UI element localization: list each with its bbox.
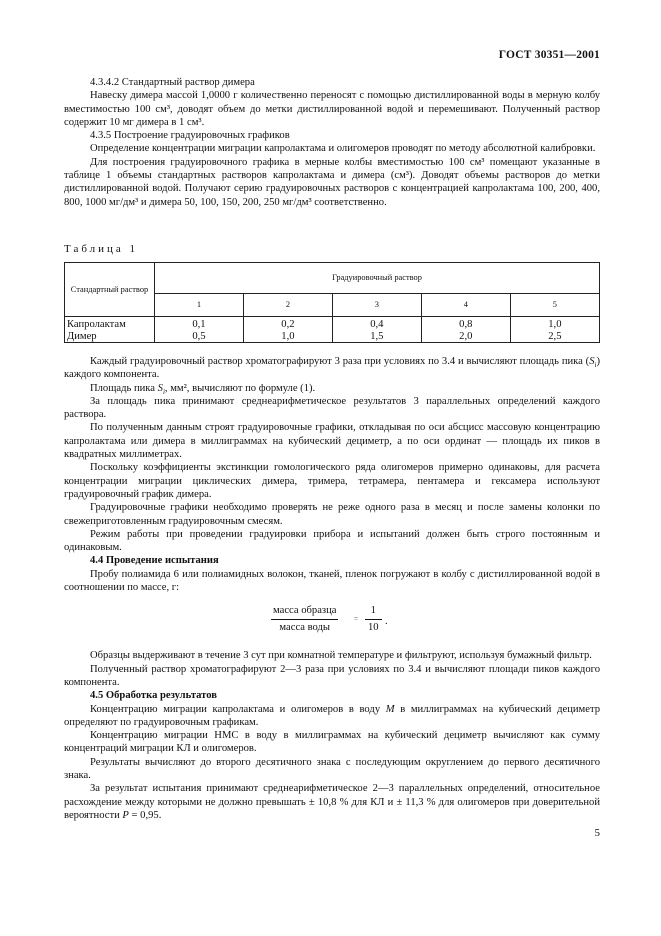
section-4-5-paragraph-1 <box>64 703 600 730</box>
text-span: За результат испытания принимают среднеарифметическое 2—3 параллельных определений, относительное расхождение между которыми не должно превышать ± 10,8 % для КЛ и ± 11,3 % для олигомеров при доверительной вероятности <box>64 783 600 821</box>
section-4-3-5-paragraph-2: Для построения градуировочного графика в мерные колбы вместимостью 100 см³ помещают указанные в таблице 1 объемы стандартных растворов капролактама и димера (см³). Доводят объемы растворов до метки дистиллированной водой. Получают серию градуировочных растворов с концентрацией капролактама 100, 200, 400, 800, 1000 мг/дм³ и димера 50, 100, 150, 200, 250 мг/дм³ соответственно. <box>64 156 600 208</box>
symbol-sub-i: i <box>594 361 597 370</box>
table-column-header: 1 <box>155 294 244 317</box>
formula-period: . <box>385 616 388 628</box>
ratio-formula <box>64 594 600 649</box>
table-column-header: 4 <box>421 294 510 317</box>
section-4-5-paragraph-3: Результаты вычисляют до второго десятичного знака с последующим округлением до первого десятичного знака. <box>64 756 600 782</box>
table-row-label: Димер <box>67 330 97 342</box>
formula-equals: = <box>354 615 358 624</box>
symbol-p: P <box>122 809 129 821</box>
section-4-4-title: 4.4 Проведение испытания <box>90 555 219 567</box>
section-4-3-5-paragraph-1: Определение концентрации миграции капролактама и олигомеров проводят по методу абсолютной калибровки. <box>90 143 596 155</box>
symbol-m: M <box>385 703 395 715</box>
table-data-row <box>65 317 600 343</box>
main-text-block <box>64 355 600 822</box>
section-4-4-paragraph-2: Образцы выдерживают в течение 3 сут при комнатной температуре и фильтруют, используя бумажный фильтр. <box>90 650 592 662</box>
text-span: = 0,95. <box>128 809 162 821</box>
text-span: Каждый градуировочный раствор хроматографируют 3 раза при условиях по 3.4 и вычисляют площадь пика ( <box>90 356 590 367</box>
text-span: в миллиграммах на кубический дециметр определяют по градуировочным графикам. <box>64 703 600 728</box>
table-value: 1,5 <box>370 330 384 342</box>
formula-rhs-denominator: 10 <box>368 621 379 633</box>
table-cell-col-5 <box>510 317 599 343</box>
table-header-standard <box>65 263 155 317</box>
table-cell-col-1 <box>155 317 244 343</box>
table-header-standard-label: Стандартный раствор <box>70 284 149 294</box>
text-span: , мм², вычисляют по формуле (1). <box>164 382 316 394</box>
table-column-header: 3 <box>332 294 421 317</box>
table-value: 0,1 <box>192 319 206 330</box>
table-value: 0,8 <box>459 319 473 330</box>
table-cell-col-3 <box>332 317 421 343</box>
text-span: ) каждого компонента. <box>64 356 600 381</box>
formula-denominator: масса воды <box>279 621 331 633</box>
table-value: 0,5 <box>192 330 206 342</box>
after-table-paragraph-2 <box>64 382 600 395</box>
formula-fraction-left <box>271 604 338 634</box>
table-column-header: 2 <box>243 294 332 317</box>
table-cell-col-2 <box>243 317 332 343</box>
after-table-paragraph-4: По полученным данным строят градуировочные графики, откладывая по оси абсцисс массовую концентрацию капролактама или димера в миллиграммах на кубический дециметр, а по оси ординат — площадь их пиков в квадратных миллиметрах. <box>64 422 600 461</box>
formula-rhs-numerator: 1 <box>365 604 382 619</box>
section-4-5-paragraph-2: Концентрацию миграции НМС в воду в миллиграммах на кубический дециметр вычисляют как сумму концентраций миграции КЛ и олигомеров. <box>64 730 600 755</box>
table-header-group <box>155 263 600 294</box>
formula-fraction-right <box>365 604 382 634</box>
table-value: 0,2 <box>281 319 295 330</box>
table-value: 2,5 <box>548 330 562 342</box>
text-span: Концентрацию миграции капролактама и олигомеров в воду <box>90 703 386 715</box>
table-1 <box>64 262 600 343</box>
table-row-label: Капролактам <box>67 319 126 330</box>
section-4-4-paragraph-1: Пробу полиамида 6 или полиамидных волокон, тканей, пленок погружают в колбу с дистиллированной водой в соотношении по массе, г: <box>64 568 600 594</box>
table-value: 0,4 <box>370 319 384 330</box>
page-number: 5 <box>594 827 600 839</box>
section-4-3-4-2-title: 4.3.4.2 Стандартный раствор димера <box>90 77 255 88</box>
standard-header: ГОСТ 30351—2001 <box>498 49 600 61</box>
table-row-labels <box>65 317 155 343</box>
table-cell-col-4 <box>421 317 510 343</box>
after-table-paragraph-6: Градуировочные графики необходимо проверять не реже одного раза в месяц и после замены колонки по свежеприготовленным градуировочным смесям. <box>64 502 600 527</box>
table-header-group-label: Градуировочный раствор <box>332 273 422 283</box>
document-page <box>64 0 600 936</box>
section-4-3-4-2-text: Навеску димера массой 1,0000 г количественно переносят с помощью дистиллированной воды в мерную колбу вместимостью 100 см³, доводят объем до метки дистиллированной водой и перемешивают. Полученный раствор содержит 10 мг димера в 1 см³. <box>64 90 600 128</box>
after-table-paragraph-5: Поскольку коэффициенты экстинкции гомологического ряда олигомеров примерно одинаковы, для расчета концентрации миграции циклических димера, тримера, тетрамера, пентамера и гексамера используют градуировочный график димера. <box>64 462 600 500</box>
table-column-header: 5 <box>510 294 599 317</box>
table-value: 1,0 <box>548 319 562 330</box>
symbol-sub-i: i <box>162 387 165 396</box>
table-value: 1,0 <box>281 330 295 342</box>
after-table-paragraph-3: За площадь пика принимают среднеарифметическое результатов 3 параллельных определений каждого раствора. <box>64 395 600 421</box>
table-value: 2,0 <box>459 330 473 342</box>
after-table-paragraph-1 <box>64 355 600 382</box>
formula-numerator: масса образца <box>271 604 338 619</box>
table-caption: Таблица 1 <box>64 243 139 255</box>
section-4-3-4-2-and-4-3-5 <box>64 76 600 209</box>
section-4-5-title: 4.5 Обработка результатов <box>90 690 217 702</box>
section-4-4-paragraph-3: Полученный раствор хроматографируют 2—3 раза при условиях по 3.4 и вычисляют площади пиков каждого компонента. <box>64 663 600 688</box>
symbol-s: S <box>589 356 595 367</box>
after-table-paragraph-7: Режим работы при проведении градуировки прибора и испытаний должен быть строго постоянным и одинаковым. <box>64 528 600 554</box>
section-4-5-paragraph-4 <box>64 782 600 822</box>
symbol-s: S <box>157 382 163 394</box>
text-span: Площадь пика <box>90 382 158 394</box>
section-4-3-5-title: 4.3.5 Построение градуировочных графиков <box>90 130 290 142</box>
